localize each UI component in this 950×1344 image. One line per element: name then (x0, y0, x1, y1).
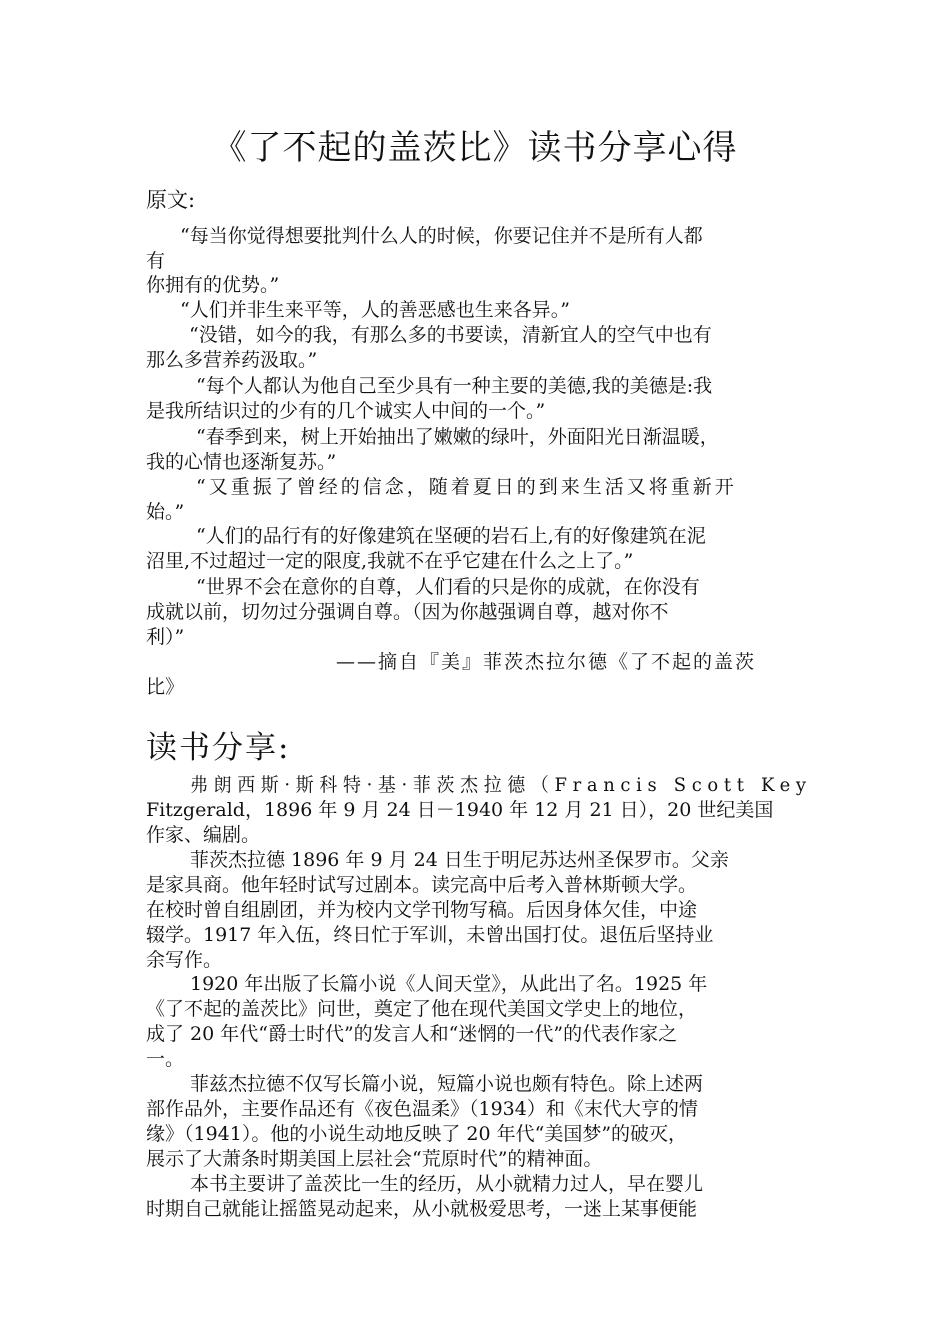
quote-line: “人们的品行有的好像建筑在坚硬的岩石上,有的好像建筑在泥 (196, 525, 706, 547)
share-line: 展示了大萧条时期美国上层社会“荒原时代”的精神面。 (146, 1148, 603, 1170)
share-line: 《了不起的盖茨比》问世，奠定了他在现代美国文学史上的地位， (146, 998, 698, 1020)
quote-line: 有 (146, 250, 166, 272)
share-line: 一。 (146, 1048, 185, 1070)
share-line: Fitzgerald，1896 年 9 月 24 日－1940 年 12 月 21 日），20 世纪美国 (146, 799, 774, 821)
quote-line: 利）” (146, 626, 185, 648)
share-line: 菲茨杰拉德 1896 年 9 月 24 日生于明尼苏达州圣保罗市。父亲 (190, 849, 729, 871)
quote-line: 我的心情也逐渐复苏。” (146, 451, 337, 473)
quote-line: 始。” (146, 501, 185, 523)
quote-line: “人们并非生来平等，人的善恶感也生来各异。” (180, 299, 570, 321)
share-line: 缘》（1941）。他的小说生动地反映了 20 年代“美国梦”的破灭， (146, 1123, 688, 1145)
share-line: 在校时曾自组剧团，并为校内文学刊物写稿。后因身体欠佳，中途 (146, 899, 698, 921)
quote-attribution: ——摘自『美』菲茨杰拉尔德《了不起的盖茨 (336, 651, 757, 673)
share-line: 成了 20 年代“爵士时代”的发言人和“迷惘的一代”的代表作家之 (146, 1023, 678, 1045)
share-line: 是家具商。他年轻时试写过剧本。读完高中后考入普林斯顿大学。 (146, 874, 698, 896)
quote-line: “没错，如今的我，有那么多的书要读，清新宜人的空气中也有 (189, 324, 712, 346)
share-line: 1920 年出版了长篇小说《人间天堂》，从此出了名。1925 年 (190, 973, 708, 995)
quote-line: “又重振了曾经的信念，随着夏日的到来生活又将重新开 (196, 476, 737, 498)
quote-line: “每个人都认为他自己至少具有一种主要的美德,我的美德是:我 (196, 375, 713, 397)
share-line: 部作品外，主要作品还有《夜色温柔》（1934）和《末代大亨的情 (146, 1098, 698, 1120)
quote-line: “每当你觉得想要批判什么人的时候，你要记住并不是所有人都 (180, 225, 703, 247)
quote-line: 成就以前，切勿过分强调自尊。（因为你越强调自尊，越对你不 (146, 601, 669, 623)
share-line: 作家、编剧。 (146, 824, 261, 846)
share-line: 辍学。1917 年入伍，终日忙于军训，未曾出国打仗。退伍后坚持业 (146, 924, 714, 946)
share-line: 余写作。 (146, 949, 223, 971)
original-text-label: 原文: (146, 188, 196, 212)
quote-line: 是我所结识过的少有的几个诚实人中间的一个。” (146, 400, 546, 422)
quote-line: “世界不会在意你的自尊，人们看的只是你的成就，在你没有 (196, 576, 700, 598)
quote-line: 你拥有的优势。” (146, 274, 280, 296)
quote-attribution: 比》 (146, 676, 185, 698)
quote-line: 那么多营养药汲取。” (146, 349, 318, 371)
quote-line: “春季到来，树上开始抽出了嫩嫩的绿叶，外面阳光日渐温暖， (196, 426, 719, 448)
share-heading: 读书分享: (146, 730, 291, 766)
quote-line: 沼里,不过超过一定的限度,我就不在乎它建在什么之上了。” (146, 550, 634, 572)
page-title: 《了不起的盖茨比》读书分享心得 (212, 128, 738, 168)
share-line: 本书主要讲了盖茨比一生的经历，从小就精力过人，早在婴儿 (190, 1173, 704, 1195)
share-line: 弗朗西斯·斯科特·基·菲茨杰拉德（Francis Scott Key (190, 774, 812, 796)
share-line: 时期自己就能让摇篮晃动起来，从小就极爱思考，一迷上某事便能 (146, 1198, 698, 1220)
share-line: 菲兹杰拉德不仅写长篇小说，短篇小说也颇有特色。除上述两 (190, 1073, 704, 1095)
